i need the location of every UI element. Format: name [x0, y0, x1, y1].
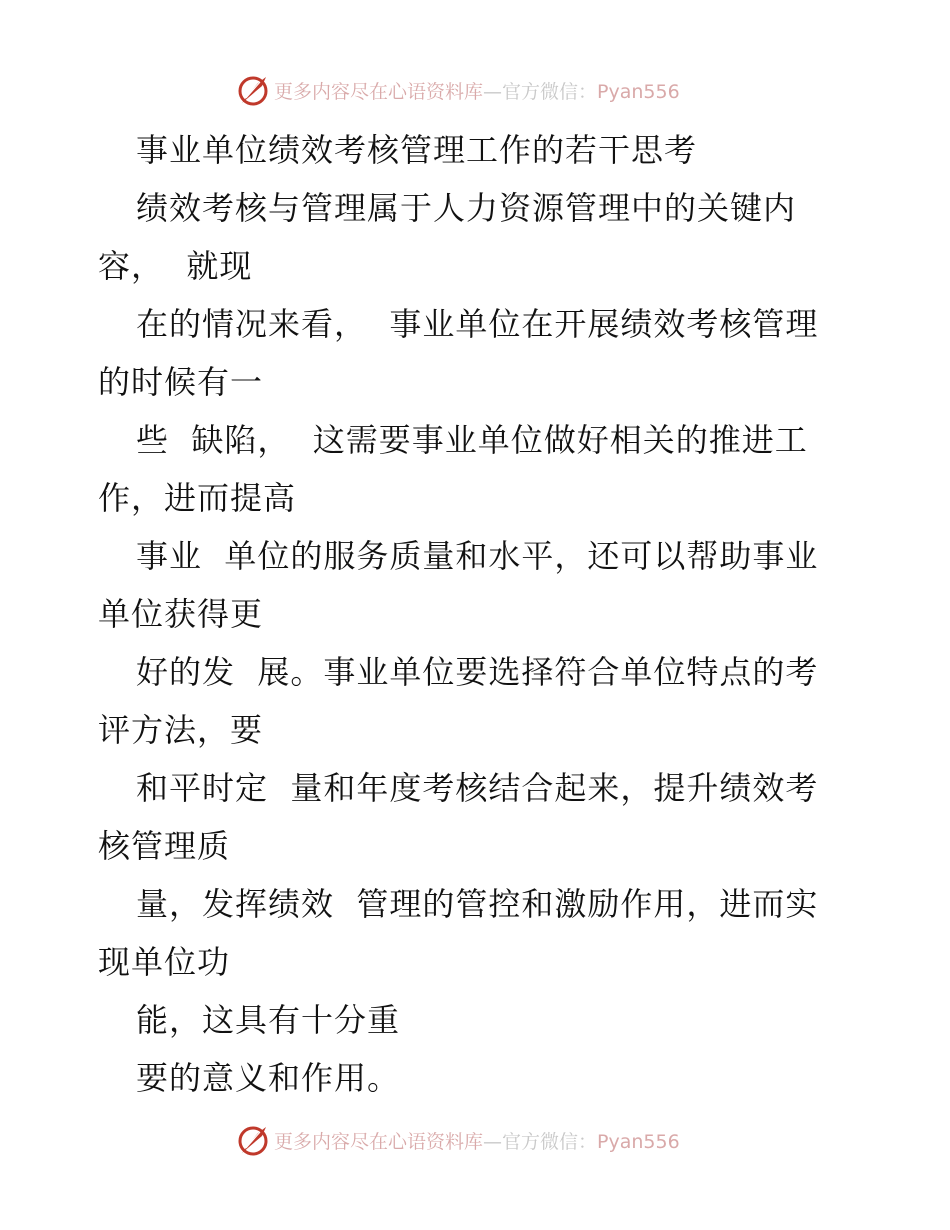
header-banner [236, 72, 680, 108]
banner-wechat-id: Pyan556 [597, 1130, 680, 1153]
banner-text [274, 77, 680, 104]
text-line: 些 缺陷， 这需要事业单位做好相关的推进工 [136, 421, 808, 459]
text-line: 绩效考核与管理属于人力资源管理中的关键内 [136, 189, 797, 227]
banner-wechat-id: Pyan556 [597, 80, 680, 103]
text-line: 事业单位绩效考核管理工作的若干思考 [136, 131, 698, 169]
banner-brand: 更多内容尽在心语资料库 [274, 1130, 484, 1153]
text-line: 核管理质 [98, 827, 231, 865]
text-line: 要的意义和作用。 [136, 1059, 401, 1097]
text-line: 单位获得更 [98, 595, 264, 633]
text-line: 容， 就现 [98, 247, 253, 285]
banner-wechat-label: 官方微信： [502, 1130, 598, 1153]
banner-dash: — [483, 1130, 503, 1153]
banner-text [274, 1127, 680, 1154]
text-line: 作，进而提高 [98, 479, 297, 517]
text-line: 现单位功 [98, 943, 231, 981]
text-line: 量，发挥绩效 管理的管控和激励作用，进而实 [136, 885, 819, 923]
text-line: 和平时定 量和年度考核结合起来，提升绩效考 [136, 769, 819, 807]
document-body [98, 121, 838, 1107]
text-line: 的时候有一 [98, 363, 264, 401]
text-line: 评方法，要 [98, 711, 264, 749]
banner-wechat-label: 官方微信： [502, 80, 598, 103]
quill-pen-logo-icon [236, 73, 270, 107]
text-line: 能，这具有十分重 [136, 1001, 401, 1039]
text-line: 在的情况来看， 事业单位在开展绩效考核管理 [136, 305, 819, 343]
banner-dash: — [483, 80, 503, 103]
banner-brand: 更多内容尽在心语资料库 [274, 80, 484, 103]
text-line: 好的发 展。事业单位要选择符合单位特点的考 [136, 653, 819, 691]
text-line: 事业 单位的服务质量和水平，还可以帮助事业 [136, 537, 819, 575]
quill-pen-logo-icon [236, 1123, 270, 1157]
footer-banner [236, 1122, 680, 1158]
